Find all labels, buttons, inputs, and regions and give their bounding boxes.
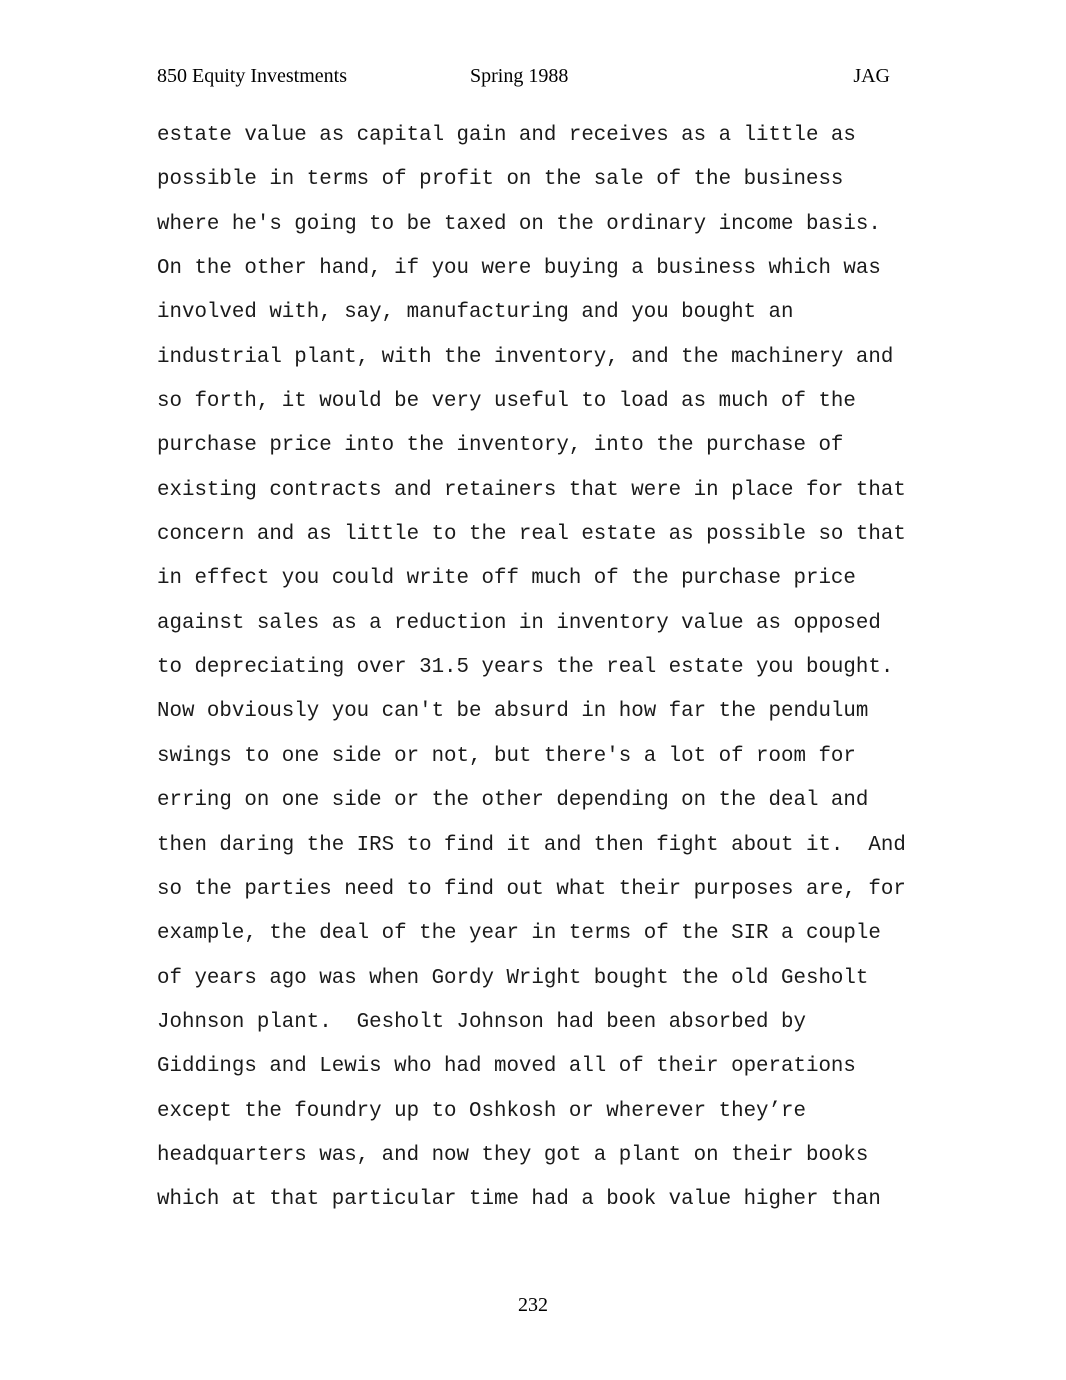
- page-number: 232: [518, 1294, 548, 1316]
- text-line: against sales as a reduction in inventory value as opposed: [157, 611, 881, 635]
- text-line: purchase price into the inventory, into the purchase of: [157, 434, 844, 458]
- text-line: headquarters was, and now they got a plant on their books: [157, 1143, 869, 1167]
- text-line: industrial plant, with the inventory, and the machinery and: [157, 345, 894, 369]
- text-line: swings to one side or not, but there's a lot of room for: [157, 744, 856, 768]
- text-line: concern and as little to the real estate as possible so that: [157, 523, 906, 547]
- text-line: possible in terms of profit on the sale of the business: [157, 168, 844, 192]
- text-line: example, the deal of the year in terms of the SIR a couple: [157, 922, 881, 946]
- header-term: Spring 1988: [470, 65, 569, 87]
- text-line: where he's going to be taxed on the ordinary income basis.: [157, 212, 881, 236]
- text-line: then daring the IRS to find it and then fight about it. And: [157, 833, 906, 857]
- text-line: erring on one side or the other depending on the deal and: [157, 789, 869, 813]
- text-line: Johnson plant. Gesholt Johnson had been absorbed by: [157, 1010, 806, 1034]
- text-line: of years ago was when Gordy Wright bought the old Gesholt: [157, 966, 869, 990]
- text-line: existing contracts and retainers that were in place for that: [157, 478, 906, 502]
- text-line: which at that particular time had a book value higher than: [157, 1188, 881, 1212]
- text-line: so the parties need to find out what their purposes are, for: [157, 877, 906, 901]
- text-line: Now obviously you can't be absurd in how far the pendulum: [157, 700, 869, 724]
- text-line: estate value as capital gain and receives as a little as: [157, 124, 856, 147]
- text-line: except the foundry up to Oshkosh or wherever they’re: [157, 1099, 806, 1123]
- text-line: On the other hand, if you were buying a business which was: [157, 257, 881, 281]
- text-line: to depreciating over 31.5 years the real estate you bought.: [157, 656, 894, 680]
- transcript-body: [157, 114, 947, 1223]
- text-line: in effect you could write off much of the purchase price: [157, 567, 856, 591]
- text-line: involved with, say, manufacturing and you bought an: [157, 301, 794, 325]
- page-header: [157, 63, 890, 89]
- header-course-title: 850 Equity Investments: [157, 65, 347, 87]
- text-line: Giddings and Lewis who had moved all of their operations: [157, 1055, 856, 1079]
- text-line: so forth, it would be very useful to load as much of the: [157, 390, 856, 414]
- header-initials: JAG: [853, 65, 890, 87]
